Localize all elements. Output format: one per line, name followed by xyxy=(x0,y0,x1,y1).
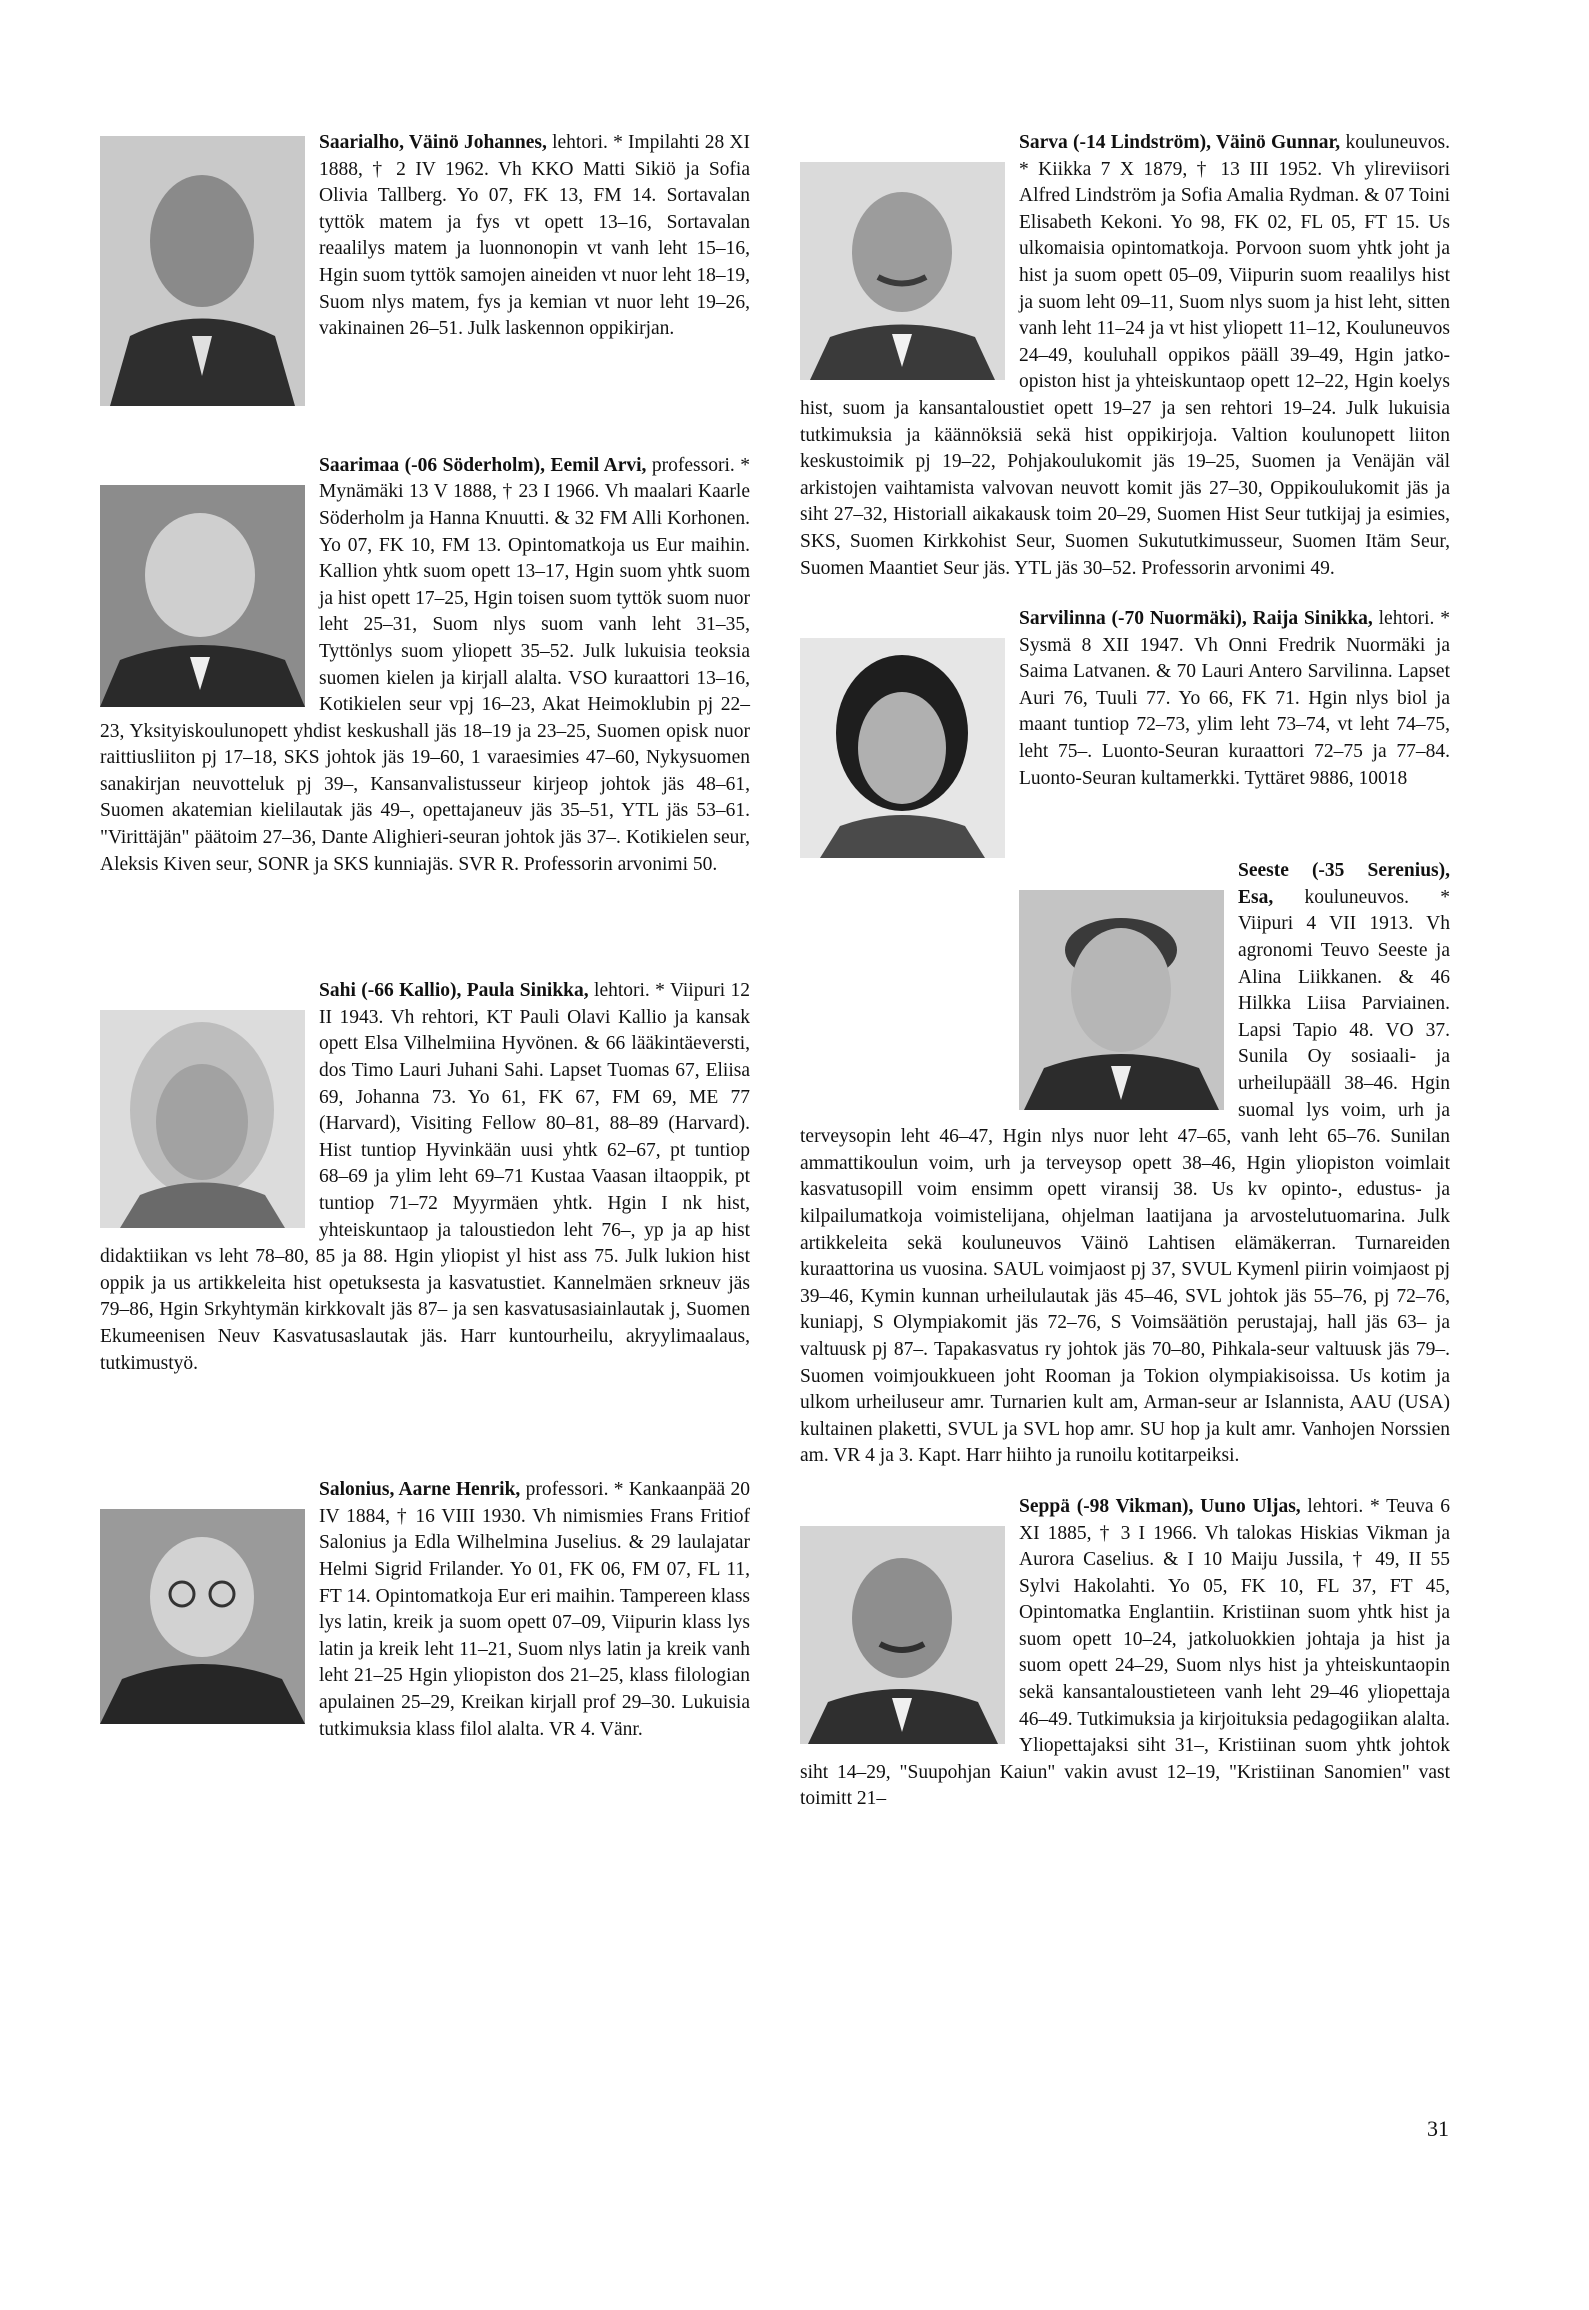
portrait-photo xyxy=(100,485,305,707)
right-column xyxy=(800,130,1450,1813)
entry-salonius xyxy=(100,1477,750,1743)
portrait-man-icon xyxy=(100,136,305,406)
entry-text: professori. * Kankaanpää 20 IV 1884, † 16 VIII 1930. Vh nimismies Frans Fritiof Salonius ja Edla Wilhelmina Juselius. & 29 laulajatar Helmi Sigrid Frilander. Yo 01, FK 06, FM 07, FL 11, FT 14. Opintomatkoja Eur eri maihin. Tampereen klass lys latin, kreik ja suom opett 07–09, Viipurin klass lys latin ja kreik leht 11–21, Suom nlys latin ja kreik vanh leht 21–25 Hgin yliopiston dos 21–25, klass filologian apulainen 25–29, Kreikan kirjall prof 29–30. Lukuisia tutkimuksia klass filol alalta. VR 4. Vänr. xyxy=(319,1479,750,1740)
entry-text: lehtori. * Impilahti 28 XI 1888, † 2 IV 1962. Vh KKO Matti Sikiö ja Sofia Olivia Tallberg. Yo 07, FK 13, FM 14. Sortavalan tyttök matem ja fys vt opett 13–16, Sortavalan reaalilys matem ja luonnonopin vt vanh leht 15–16, Hgin suom tyttök samojen aineiden vt nuor leht 18–19, Suom nlys matem, fys ja kemian vt nuor leht 19–26, vakinainen 26–51. Julk laskennon oppikirjan. xyxy=(319,132,751,340)
entry-name: Sahi (-66 Kallio), Paula Sinikka, xyxy=(319,980,589,1002)
entry-name: Seppä (-98 Vikman), Uuno Uljas, xyxy=(1019,1495,1301,1517)
portrait-photo xyxy=(100,136,305,406)
portrait-photo xyxy=(800,638,1005,858)
portrait-photo xyxy=(100,1509,305,1724)
entry-sahi xyxy=(100,978,750,1377)
entry-saarimaa xyxy=(100,453,750,879)
entry-text: lehtori. * Viipuri 12 II 1943. Vh rehtori, KT Pauli Olavi Kallio ja kansak opett Elsa Vilhelmiina Hyvönen. & 66 lääkintäeversti, dos Timo Lauri Juhani Sahi. Lapset Tuomas 67, Eliisa 69, Johanna 73. Yo 61, FK 67, FM 69, ME 77 (Harvard), Visiting Fellow 80–81, 88–89 (Harvard). Hist tuntiop Hyvinkään uusi yhtk 62–67, pt tuntiop 68–69 ja ylim leht 69–71 Kustaa Vaasan iltaoppik, pt tuntiop 71–72 Myyrmäen yhtk. Hgin I nk hist, yhteiskuntaop ja taloustiedon leht 76–, yp ja ap hist didaktiikan vs leht 78–80, 85 ja 88. Hgin yliopist yl hist ass 75. Julk lukion hist oppik ja us artikkeleita hist opetuksesta ja kasvatustiet. Kannelmäen srkneuv jäs 79–86, Hgin Srkyhtymän kirkkovalt jäs 87– ja sen kasvatusasiainlautak j, Suomen Ekumeenisen Neuv Kasvatusaslautak jäs. Harr kuntourheilu, akryylimaalaus, tutkimustyö. xyxy=(100,980,750,1374)
portrait-photo xyxy=(800,1526,1005,1744)
portrait-photo xyxy=(1019,890,1224,1110)
entry-name: Sarva (-14 Lindström), Väinö Gunnar, xyxy=(1019,132,1341,153)
entry-name: Saarimaa (-06 Söderholm), Eemil Arvi, xyxy=(319,454,647,476)
entry-name: Saarialho, Väinö Johannes, xyxy=(319,132,547,153)
portrait-man-icon xyxy=(800,162,1005,380)
portrait-woman-icon xyxy=(800,638,1005,858)
entry-text: kouluneuvos. * Kiikka 7 X 1879, † 13 III 1952. Vh ylireviisori Alfred Lindström ja Sofia Amalia Rydman. & 07 Toini Elisabeth Kekoni. Yo 98, FK 02, FL 05, FT 15. Us ulkomaisia opintomatkoja. Porvoon suom yhtk joht ja hist ja suom opett 05–09, Viipurin suom reaalilys hist ja suom leht 09–11, Suom nlys suom ja hist leht, sitten vanh leht 11–24 ja vt hist yliopett 11–12, Kouluneuvos 24–49, kouluhall oppikos pääll 39–49, Hgin jatko-opiston hist ja yhteiskuntaop opett 12–22, Hgin koelys hist, suom ja kansantaloustiet opett 19–27 ja sen rehtori 19–24. Julk lukuisia tutkimuksia ja käännöksiä sekä hist oppikirjoja. Valtion koulunopett liiton keskustoimik pj 19–22, Pohjakoulukomit jäs 19–25, Suomen ja Venäjän väl arkistojen vaihtamista valvovan neuvott komit jäs 27–30, Oppikoulukomit jäs ja siht 27–32, Historiall aikakausk toim 20–29, Suomen Hist Seur tutkijaj ja esimies, SKS, Suomen Kirkkohist Seur, Suomen Sukututkimusseur, Suomen Itäm Seur, Suomen Maantiet Seur jäs. YTL jäs 30–52. Professorin arvonimi 49. xyxy=(800,132,1450,579)
entry-text: lehtori. * Sysmä 8 XII 1947. Vh Onni Fredrik Nuormäki ja Saima Latvanen. & 70 Lauri Antero Sarvilinna. Lapset Auri 76, Tuuli 77. Yo 66, FK 71. Hgin nlys biol ja maant tuntiop 72–73, ylim leht 73–74, vt leht 74–75, leht 75–. Luonto-Seuran kuraattori 72–75 ja 77–84. Luonto-Seuran kultamerkki. Tyttäret 9886, 10018 xyxy=(1019,608,1450,789)
portrait-man-icon xyxy=(100,1509,305,1724)
entry-name: Salonius, Aarne Henrik, xyxy=(319,1479,521,1501)
left-column xyxy=(100,130,750,1743)
portrait-man-icon xyxy=(1019,890,1224,1110)
entry-sarva xyxy=(800,130,1450,582)
entry-name: Seeste (-35 Serenius), Esa, xyxy=(1238,860,1450,908)
entry-seeste xyxy=(800,858,1450,1470)
portrait-man-icon xyxy=(800,1526,1005,1744)
entry-saarialho xyxy=(100,130,750,343)
entry-text: lehtori. * Teuva 6 XI 1885, † 3 I 1966. Vh talokas Hiskias Vikman ja Aurora Caselius. & I 10 Maiju Jussila, † 49, II 55 Sylvi Hakolahti. Yo 05, FK 10, FL 37, FT 45, Opintomatka Englantiin. Kristiinan suom yhtk hist ja suom opett 10–24, jatkoluokkien johtaja ja hist ja suom opett 24–29, Suom nlys hist ja yhteiskuntaopin sekä kansantaloustieteen vanh leht 29–46 yliopettaja 46–49. Tutkimuksia ja kirjoituksia pedagogiikan alalta. Yliopettajaksi siht 31–, Kristiinan suom yhtk johtok siht 14–29, "Suupohjan Kaiun" vakin avust 12–19, "Kristiinan Sanomien" vast toimitt 21– xyxy=(800,1495,1450,1810)
portrait-woman-icon xyxy=(100,1010,305,1228)
portrait-photo xyxy=(800,162,1005,380)
entry-text: kouluneuvos. * Viipuri 4 VII 1913. Vh agronomi Teuvo Seeste ja Alina Liikkanen. & 46 Hilkka Liisa Parviainen. Lapsi Tapio 48. VO 37. Sunila Oy sosiaali- ja urheilupääll 38–46. Hgin suomal lys voim, urh ja terveysopin leht 46–47, Hgin nlys nuor leht 47–65, vanh leht 65–76. Sunilan ammattikoulun voim, urh ja terveysop opett 38–46, Hgin yliopiston voimlait kasvatusopill voim ensimm opett viransij 38. Us kv opinto-, edustus- ja kilpailumatkoja voimistelijana, ohjelman laatijana ja arvostelutuomarina. Julk artikkeleita sekä kouluneuvos Väinö Lahtisen elämäkerran. Turnareiden kuraattorina us vuosina. SAUL voimjaost pj 37, SVUL Kymenl piirin voimjaost pj 39–46, Kymin kunnan urheilulautak jäs 45–46, SVL johtok jäs 55–76, pj 72–76, kuniapj, S Olympiakomit jäs 72–76, S Voimsäätiön perustajaj, hall jäs 63– ja valtuusk pj 87–. Tapakasvatus ry johtok jäs 70–80, Pihkala-seur valtuusk jäs 79–. Suomen voimjoukkueen joht Rooman ja Tokion olympiakisoissa. Us kotim ja ulkom urheiluseur amr. Turnarien kult am, Arman-seur ar Islannista, AAU (USA) kultainen plaketti, SVUL ja SVL hop amr. SU hop ja kult amr. Vanhojen Norssien am. VR 4 ja 3. Kapt. Harr hiihto ja runoilu kotitarpeiksi. xyxy=(800,886,1450,1467)
page-number: 31 xyxy=(1427,2116,1449,2141)
entry-name: Sarvilinna (-70 Nuormäki), Raija Sinikka, xyxy=(1019,608,1373,630)
entry-text: professori. * Mynämäki 13 V 1888, † 23 I 1966. Vh maalari Kaarle Söderholm ja Hanna Knuutti. & 32 FM Alli Korhonen. Yo 07, FK 10, FM 13. Opintomatkoja us Eur maihin. Kallion yhtk suom opett 13–17, Hgin suom yhtk suom ja hist opett 17–25, Hgin toisen suom tyttök suom nuor leht 25–31, Suom nlys suom vanh leht 31–35, Tyttönlys suom yliopett 35–52. Julk lukuisia teoksia suomen kielen ja kirjall alalta. VSO kuraattori 13–16, Kotikielen seur vpj 16–23, Akat Heimoklubin pj 22–23, Yksityiskoulunopett yhdist keskushall jäs 18–19 ja 23–25, Suomen opisk nuor raittiusliiton pj 17–18, SKS johtok jäs 19–60, 1 varaesimies 47–60, Nykysuomen sanakirjan neuvotteluk pj 39–, Kansanvalistusseur kirjeop johtok jäs 48–61, Suomen akatemian kielilautak jäs 49–, opettajaneuv jäs 35–51, YTL jäs 53–61. "Virittäjän" päätoim 27–36, Dante Alighieri-seuran johtok jäs 37–. Kotikielen seur, Aleksis Kiven seur, SONR ja SKS kunniajäs. SVR R. Professorin arvonimi 50. xyxy=(100,454,751,875)
portrait-man-icon xyxy=(100,485,305,707)
entry-seppa xyxy=(800,1494,1450,1813)
portrait-photo xyxy=(100,1010,305,1228)
entry-sarvilinna xyxy=(800,606,1450,792)
